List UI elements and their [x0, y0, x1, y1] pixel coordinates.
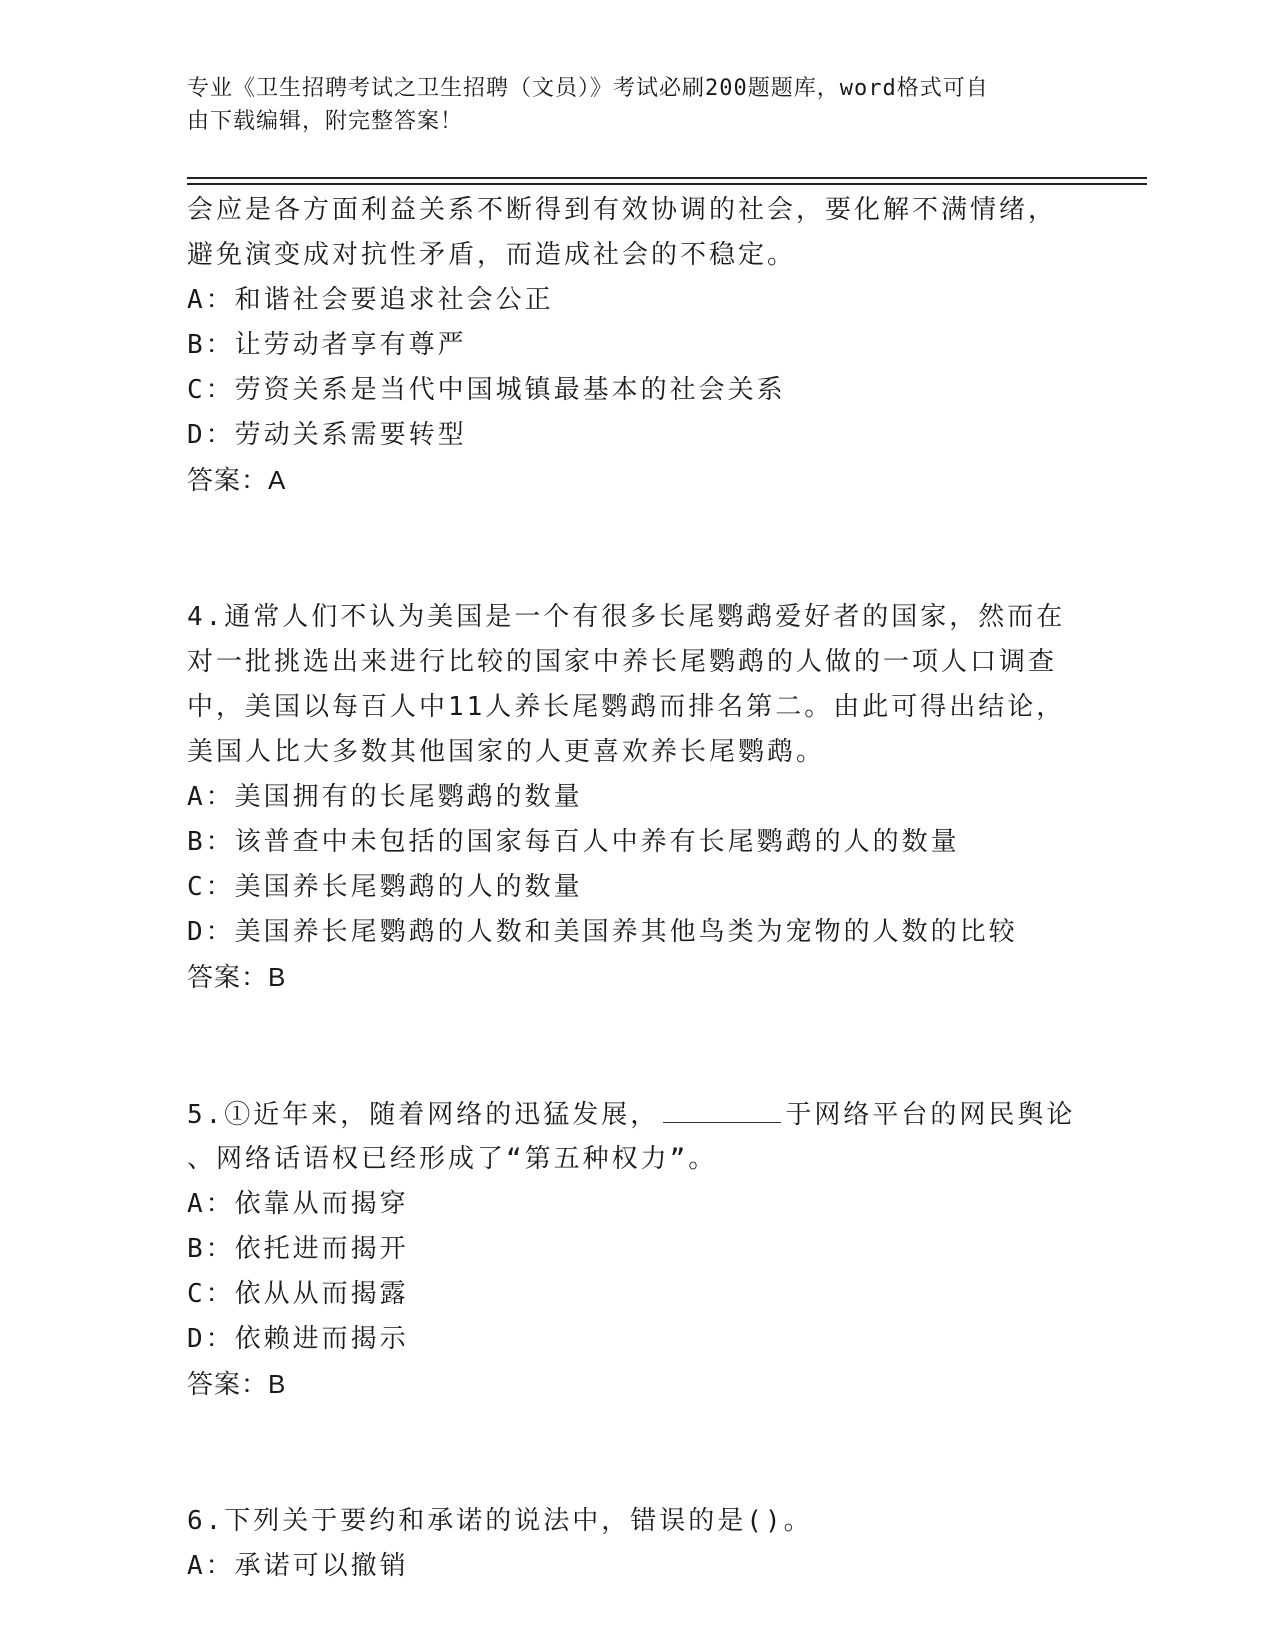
question-4-answer: 答案：B [187, 962, 287, 992]
question-3-option-d: D：劳动关系需要转型 [187, 420, 467, 450]
question-3 [187, 188, 1087, 503]
question-5-text-line-1 [187, 1092, 1087, 1137]
question-3-option-b: B：让劳动者享有尊严 [187, 330, 467, 360]
question-4-text-line-3: 中，美国以每百人中11人养长尾鹦鹉而排名第二。由此可得出结论， [187, 692, 1066, 722]
question-5 [187, 1092, 1087, 1407]
question-5-answer: 答案：B [187, 1369, 287, 1399]
question-4-text-line-1: 4.通常人们不认为美国是一个有很多长尾鹦鹉爱好者的国家，然而在 [187, 602, 1066, 632]
question-list [187, 188, 1087, 1589]
question-6 [187, 1499, 1087, 1589]
question-3-text-line-1: 会应是各方面利益关系不断得到有效协调的社会，要化解不满情绪， [187, 195, 1058, 225]
question-5-option-a: A：依靠从而揭穿 [187, 1189, 409, 1219]
header-divider-top [187, 177, 1147, 179]
question-4-option-b: B：该普查中未包括的国家每百人中养有长尾鹦鹉的人的数量 [187, 827, 960, 857]
question-5-option-c: C：依从从而揭露 [187, 1279, 409, 1309]
question-5-option-b: B：依托进而揭开 [187, 1234, 409, 1264]
question-5-text-after-blank: 于网络平台的网民舆论 [785, 1100, 1076, 1130]
question-5-text-line-2: 、网络话语权已经形成了“第五种权力”。 [187, 1144, 718, 1174]
question-5-option-d: D：依赖进而揭示 [187, 1324, 409, 1354]
header-title-line-2: 由下载编辑，附完整答案！ [187, 109, 464, 134]
question-3-text-line-2: 避免演变成对抗性矛盾，而造成社会的不稳定。 [187, 240, 797, 270]
fill-in-blank [663, 1092, 781, 1123]
header-divider-bottom [187, 183, 1147, 185]
question-spacer [187, 1407, 1087, 1499]
question-3-option-a: A：和谐社会要追求社会公正 [187, 285, 554, 315]
question-spacer [187, 1000, 1087, 1092]
document-header [187, 72, 1087, 138]
question-4-option-d: D：美国养长尾鹦鹉的人数和美国养其他鸟类为宠物的人数的比较 [187, 917, 1018, 947]
question-4 [187, 595, 1087, 1000]
question-5-text-before-blank: 5.①近年来，随着网络的迅猛发展， [187, 1100, 660, 1130]
question-spacer [187, 503, 1087, 595]
header-title-line-1: 专业《卫生招聘考试之卫生招聘（文员）》考试必刷200题题库，word格式可自 [187, 76, 989, 101]
question-3-option-c: C：劳资关系是当代中国城镇最基本的社会关系 [187, 375, 786, 405]
question-3-answer: 答案：A [187, 465, 287, 495]
question-6-option-a: A：承诺可以撤销 [187, 1551, 409, 1581]
question-4-text-line-2: 对一批挑选出来进行比较的国家中养长尾鹦鹉的人做的一项人口调查 [187, 647, 1058, 677]
question-4-text-line-4: 美国人比大多数其他国家的人更喜欢养长尾鹦鹉。 [187, 737, 826, 767]
question-4-option-a: A：美国拥有的长尾鹦鹉的数量 [187, 782, 583, 812]
question-4-option-c: C：美国养长尾鹦鹉的人的数量 [187, 872, 583, 902]
question-6-text: 6.下列关于要约和承诺的说法中，错误的是()。 [187, 1506, 813, 1536]
